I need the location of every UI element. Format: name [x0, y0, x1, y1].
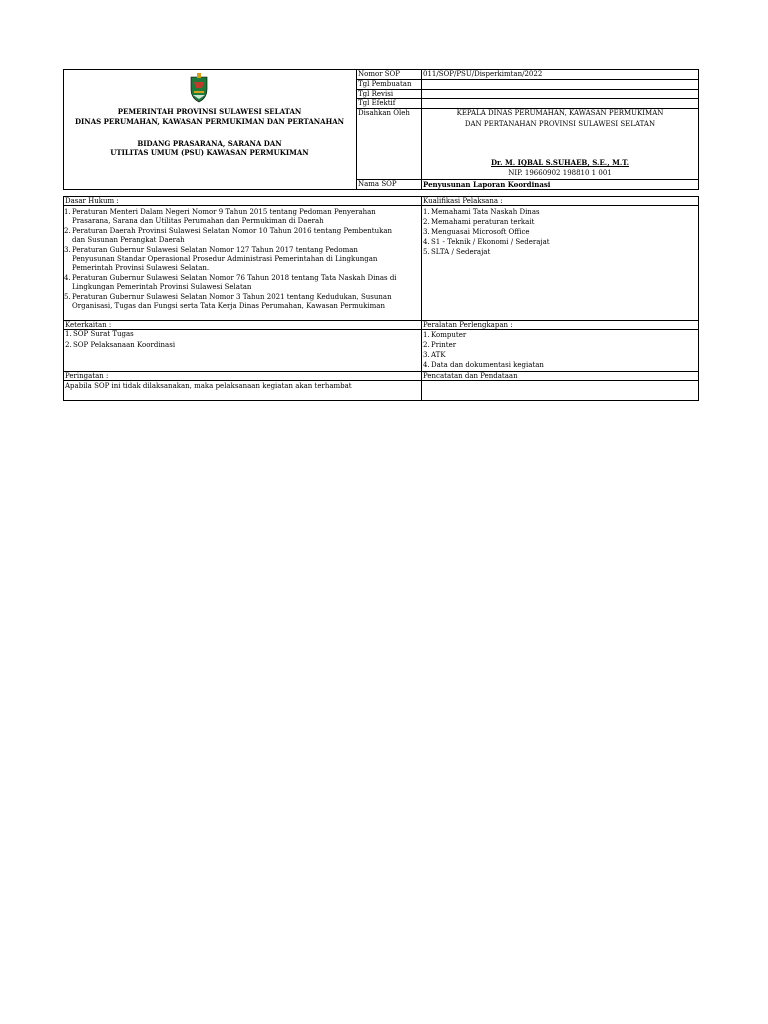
- peralatan-list: [423, 331, 697, 370]
- disahkan-oleh-label: Disahkan Oleh: [358, 109, 410, 117]
- list-item: 1. Komputer: [423, 331, 467, 339]
- list-item: 2. SOP Pelaksanaan Koordinasi: [65, 341, 176, 349]
- list-item: 2. Memahami peraturan terkait: [423, 218, 535, 226]
- list-item: 1. SOP Surat Tugas: [65, 330, 134, 338]
- list-item: 4. Peraturan Gubernur Sulawesi Selatan Nomor 76 Tahun 2018 tentang Tata Naskah Dinas di Lingkungan Pemerintah Provinsi Sulawesi Selatan: [64, 274, 397, 291]
- dept-name: [63, 139, 356, 157]
- list-item: 2. Peraturan Daerah Provinsi Sulawesi Selatan Nomor 10 Tahun 2016 tentang Pembentukan dan Susunan Perangkat Daerah: [64, 227, 393, 244]
- approver-line-1: KEPALA DINAS PERUMAHAN, KAWASAN PERMUKIMAN: [456, 109, 664, 117]
- approver-title: [421, 109, 699, 129]
- approver-line-2: DAN PERTANAHAN PROVINSI SULAWESI SELATAN: [464, 120, 656, 128]
- list-item: 3. Peraturan Gubernur Sulawesi Selatan Nomor 127 Tahun 2017 tentang Pedoman Penyusunan Standar Operasional Prosedur Administrasi Pemerintahan di Lingkungan Pemerintah Provinsi Sulawesi Selatan.: [64, 246, 378, 272]
- peringatan-text: Apabila SOP ini tidak dilaksanakan, maka pelaksanaan kegiatan akan terhambat: [65, 382, 352, 390]
- signer-name: Dr. M. IQBAL S.SUHAEB, S.E., M.T.: [490, 158, 630, 167]
- keterkaitan-list: [65, 330, 419, 350]
- dasar-hukum-title: Dasar Hukum :: [65, 197, 119, 205]
- org-line-1: PEMERINTAH PROVINSI SULAWESI SELATAN: [117, 107, 302, 116]
- list-item: 4. Data dan dokumentasi kegiatan: [423, 361, 544, 369]
- nama-sop-value: Penyusunan Laporan Koordinasi: [423, 180, 551, 189]
- list-item: 2. Printer: [423, 341, 457, 349]
- nomor-sop-label: Nomor SOP: [358, 70, 401, 78]
- keterkaitan-title: Keterkaitan :: [65, 321, 112, 329]
- peringatan-title: Peringatan :: [65, 372, 109, 380]
- list-item: 4. S1 - Teknik / Ekonomi / Sederajat: [423, 238, 550, 246]
- nama-sop-label: Nama SOP: [358, 180, 397, 188]
- list-item: 3. Menguasai Microsoft Office: [423, 228, 530, 236]
- org-name: [63, 107, 356, 126]
- list-item: 1. Memahami Tata Naskah Dinas: [423, 208, 540, 216]
- dept-line-2: UTILITAS UMUM (PSU) KAWASAN PERMUKIMAN: [110, 148, 309, 157]
- nomor-sop-value: 011/SOP/PSU/Disperkimtan/2022: [423, 70, 543, 78]
- kualifikasi-title: Kualifikasi Pelaksana :: [423, 197, 503, 205]
- signer-nip: NIP. 19660902 198810 1 001: [508, 169, 612, 177]
- list-item: 5. SLTA / Sederajat: [423, 248, 491, 256]
- kualifikasi-list: [423, 208, 697, 257]
- list-item: 3. ATK: [423, 351, 446, 359]
- tgl-pembuatan-label: Tgl Pembuatan: [358, 80, 412, 88]
- dept-line-1: BIDANG PRASARANA, SARANA DAN: [137, 139, 282, 148]
- pencatatan-title: Pencatatan dan Pendataan: [423, 372, 518, 380]
- province-emblem-icon: [188, 73, 210, 103]
- org-line-2: DINAS PERUMAHAN, KAWASAN PERMUKIMAN DAN PERTANAHAN: [74, 117, 345, 126]
- dasar-hukum-list: [64, 208, 420, 320]
- peralatan-title: Peralatan Perlengkapan :: [423, 321, 513, 329]
- tgl-revisi-label: Tgl Revisi: [358, 90, 394, 98]
- tgl-efektif-label: Tgl Efektif: [358, 99, 396, 107]
- list-item: 1. Peraturan Menteri Dalam Negeri Nomor 9 Tahun 2015 tentang Pedoman Penyerahan Prasarana, Sarana dan Utilitas Perumahan dan Permukiman di Daerah: [64, 208, 376, 225]
- list-item: 5. Peraturan Gubernur Sulawesi Selatan Nomor 3 Tahun 2021 tentang Kedudukan, Susunan Organisasi, Tugas dan Fungsi serta Tata Kerja Dinas Perumahan, Kawasan Permukiman: [64, 293, 392, 310]
